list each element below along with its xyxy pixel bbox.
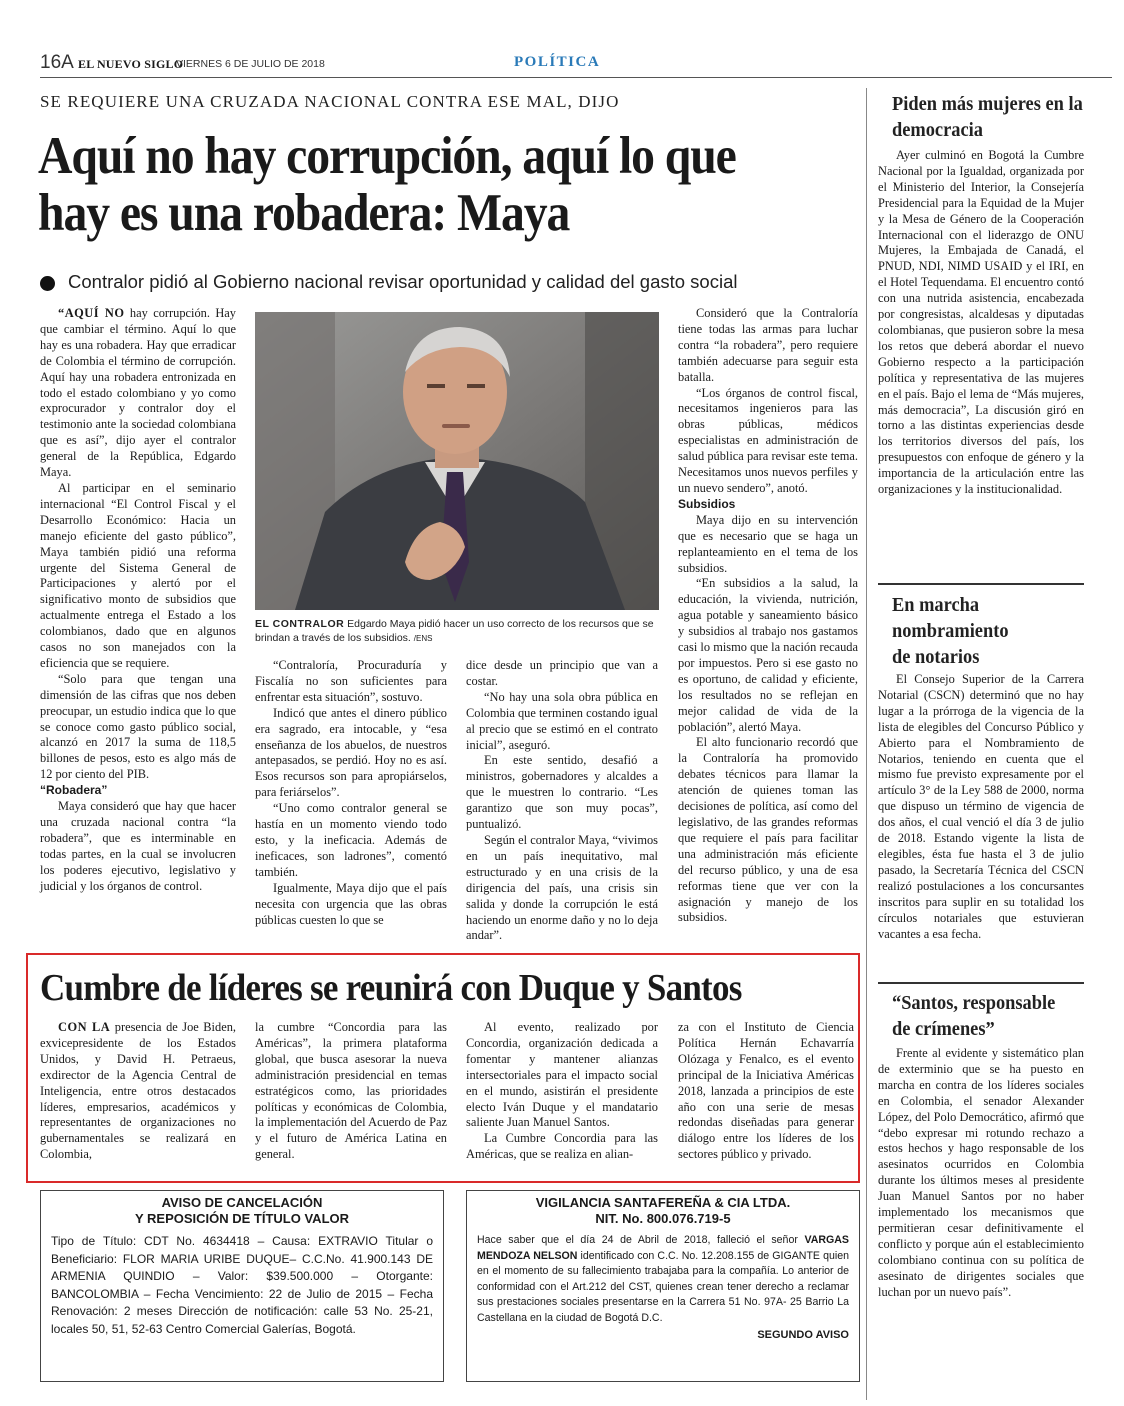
ad-subtitle: Y REPOSICIÓN DE TÍTULO VALOR bbox=[134, 1211, 350, 1226]
paragraph: Al evento, realizado por Concordia, organización dedicada a fomentar y mantener alianzas intersectoriales para el impacto social en el mundo, asistirán el presidente electo Iván Duque y el mandatario saliente Juan Manuel Santos. bbox=[466, 1020, 658, 1130]
paragraph: En este sentido, desafió a ministros, gobernadores y alcaldes a que le muestren lo contrario. “Les garantizo que son muy pocas”, puntualizó. bbox=[466, 753, 658, 832]
paragraph: Consideró que la Contraloría tiene todas las armas para luchar contra “la robadera”, pero requiere también adecuarse para seguir esta batalla. bbox=[678, 306, 858, 384]
ad-text: Hace saber que el día 24 de Abril de 2018, falleció el señor bbox=[477, 1234, 798, 1246]
sidebar-headline-3: “Santos, responsable de crímenes” bbox=[892, 992, 1056, 1040]
sidebar-story-1 bbox=[878, 148, 1084, 498]
sidebar-rule bbox=[878, 982, 1084, 984]
story-column-3 bbox=[466, 658, 658, 944]
ad-title: VIGILANCIA SANTAFEREÑA & CIA LTDA. bbox=[535, 1195, 791, 1210]
paragraph: La Cumbre Concordia para las Américas, que se realiza en alian- bbox=[466, 1131, 658, 1162]
ad-subtitle: NIT. No. 800.076.719-5 bbox=[595, 1211, 731, 1226]
issue-date: VIERNES 6 DE JULIO DE 2018 bbox=[176, 58, 325, 70]
paragraph: Según el contralor Maya, “vivimos en un país inequitativo, mal estructurado y en una crisis de la dirigencia del país, una crisis sin salida y donde la corrupción le está haciendo un enorme daño y no lo deja andar”. bbox=[466, 832, 658, 943]
paragraph: hay corrupción. Hay que cambiar el término. Aquí lo que hay es una robadera. Hay que erradicar de Colombia el término de corrupción. Aquí hay una robadera entronizada en todo el estado colombiano y yo como exprocurador y contralor doy el testimonio ante la sociedad colombiana que es así”, dijo ayer el contralor general de la República, Edgardo Maya. bbox=[40, 306, 236, 480]
paragraph: Frente al evidente y sistemático plan de exterminio que se ha puesto en marcha en contra de los líderes sociales en Colombia, el senador Alexander López, del Polo Democrático, afirmó que “debo expresar mi rotundo rechazo a estos hechos y hago responsable de los asesinatos ocurridos en Colombia durante los últimos meses al presidente Juan Manuel Santos por no haber implementado los mecanismos que permitieran cesar definitivamente el conflicto y porque aún el establecimiento colombiano continua con su política de asesinato de dirigentes sociales que luchan por un nuevo país”. bbox=[878, 1046, 1084, 1299]
story-column-1 bbox=[40, 306, 236, 895]
paragraph: presencia de Joe Biden, exvicepresidente de los Estados Unidos, y David H. Petraeus, exdirector de la Agencia Central de Inteligencia, entre otros destacados líderes, empresarios, académicos y representantes de organizaciones no gubernamentales se realizará en Colombia, bbox=[40, 1020, 236, 1162]
paragraph: “No hay una sola obra pública en Colombia que terminen costando igual al precio que se estimó en el contrato inicial”, aseguró. bbox=[466, 689, 659, 752]
story-column-2 bbox=[255, 658, 447, 928]
paragraph: “Los órganos de control fiscal, necesitamos ingenieros para las obras públicas, médicos especialistas en administración de salud pública para revisar este tema. Necesitamos unos nuevos perfiles y un nuevo sendero”, anotó. bbox=[678, 385, 858, 495]
section-name: POLÍTICA bbox=[514, 54, 601, 70]
story-column-4 bbox=[678, 306, 858, 926]
page-number: 16A bbox=[40, 52, 74, 73]
story-kicker: SE REQUIERE UNA CRUZADA NACIONAL CONTRA ESE MAL, DIJO bbox=[40, 92, 620, 111]
caption-label: EL CONTRALOR bbox=[255, 618, 345, 630]
story-deck: Contralor pidió al Gobierno nacional revisar oportunidad y calidad del gasto social bbox=[68, 271, 738, 292]
paragraph: za con el Instituto de Ciencia Política Hernán Echavarría Olózaga y Fenalco, es el evento principal de la Iniciativa Américas 2018, lanzada a principios de este año con una serie de mesas redondas diseñadas para generar diálogo entre los líderes de los sectores público y privado. bbox=[678, 1020, 854, 1162]
paragraph: Ayer culminó en Bogotá la Cumbre Nacional por la Igualdad, organizada por el Ministerio del Interior, la Consejería Presidencial para la Equidad de la Mujer y la Mesa de Género de la Cooperación Internacional con el liderazgo de ONU Mujeres, la Embajada de Canadá, el PNUD, NDI, NIMD USAID y el IRI, en el Hotel Tequendama. El encuentro contó con una nutrida asistencia, encabezada por congresistas, alcaldesas y diputadas colombianas, que pusieron sobre la mesa los retos que deberá abordar el nuevo Gobierno respecto a la participación política y representativa de las mujeres en el país. Bajo el lema de “Más mujeres, más democracia”, La discusión giró en torno a las distintas experiencias desde los territorios diversos del país, los presupuestos con enfoque de género y la importancia de la articulación entre las organizaciones y la institucionalidad. bbox=[878, 148, 1084, 497]
bullet-icon bbox=[40, 276, 55, 291]
sidebar-rule bbox=[878, 583, 1084, 585]
column-divider bbox=[866, 88, 867, 1400]
story-headline: Aquí no hay corrupción, aquí lo que hay es una robadera: Maya bbox=[38, 127, 736, 242]
legal-notice-ad bbox=[40, 1190, 444, 1382]
paragraph: Igualmente, Maya dijo que el país necesita con urgencia que las obras públicas cuesten lo que se bbox=[255, 880, 447, 927]
paragraph: El Consejo Superior de la Carrera Notarial (CSCN) determinó que no hay lugar a la prórroga de la vigencia de la lista de elegibles del Concurso Público y Abierto para el Nombramiento de Notarios, teniendo en cuenta que el mismo fue previsto expresamente por el artículo 3° de la Ley 588 de 2000, norma que dispuso un término de vigencia de dos años, el cual venció el día 3 de julio de 2018. Estando vigente la lista de elegibles, ésta fue hasta el 3 de julio pasado, la Secretaría Técnica del CSCN realizó postulaciones a los concursantes inscritos para suplir en su totalidad los círculos notariales que estuvieran vacantes a esa fecha. bbox=[878, 672, 1084, 941]
paragraph: Al participar en el seminario internacional “El Control Fiscal y el Desarrollo Económico: Hacia un manejo eficiente del gasto público”, Maya también pidió una reforma urgente del Sistema General de Participaciones y alertó por el significativo monto de subsidios que actualmente entrega el Estado a los colombianos, dado que en algunos casos no son manejados con la eficiencia que se requiere. bbox=[40, 480, 236, 670]
subhead: “Robadera” bbox=[40, 783, 108, 798]
sidebar-story-3 bbox=[878, 1046, 1084, 1301]
ad-body: Tipo de Título: CDT No. 4634418 – Causa: EXTRAVIO Titular o Beneficiario: FLOR MARIA URIBE DUQUE– C.C.No. 41.900.143 DE ARMENIA QUINDIO – Valor: $39.500.000 – Otorgante: BANCOLOMBIA – Fecha Vencimiento: 22 de Julio de 2015 – Fecha Renovación: 2 meses Dirección de notificación: calle 53 No. 25-21, locales 50, 51, 52-63 Centro Comercial Galerías, Bogotá. bbox=[51, 1234, 433, 1336]
ad-text: identificado con C.C. No. 12.208.155 de GIGANTE quien en el momento de su fallecimiento trabajaba para la compañía. Lo anterior de conformidad con el Art.212 del CST, quienes crean tener derecho a reclamar sus prestaciones sociales presentarse en la Carrera 51 No. 97A- 25 Barrio La Castellana en la ciudad de Bogotá D.C. bbox=[477, 1249, 850, 1324]
paragraph: dice desde un principio que van a costar. bbox=[466, 658, 658, 688]
photo-credit: /ENS bbox=[413, 634, 433, 643]
paragraph: la cumbre “Concordia para las Américas”, la primera plataforma global, que busca asesorar la nueva administración presidencial en temas estratégicos como, las prioridades políticas y económicas de Colombia, la implementación del Acuerdo de Paz y el futuro de América Latina en general. bbox=[255, 1020, 447, 1162]
boxed-story-headline: Cumbre de líderes se reunirá con Duque y Santos bbox=[40, 967, 742, 1009]
boxed-column-3 bbox=[466, 1020, 658, 1163]
lead-in: “AQUÍ NO bbox=[58, 306, 125, 320]
employer-notice-ad bbox=[466, 1190, 860, 1382]
lead-in: CON LA bbox=[58, 1020, 111, 1034]
paragraph: “En subsidios a la salud, la educación, la vivienda, nutrición, agua potable y saneamiento básico y subsidios al trabajo nos gastamos casi lo mismo que la nación recauda por impuestos. Pero si ese gasto no es oportuno, de calidad y eficiente, los resultados no se reflejan en mejor calidad de vida de la población”, alertó Maya. bbox=[678, 576, 858, 734]
paragraph: Indicó que antes el dinero público era sagrado, era intocable, y “esa enseñanza de los abuelos, de nuestros antepasados, se perdió. Hoy no es así. Esos recursos son para apropiárselos, para feriárselos”. bbox=[255, 705, 447, 800]
newspaper-name: EL NUEVO SIGLO bbox=[78, 57, 184, 71]
header-rule bbox=[40, 77, 1112, 78]
photo-caption bbox=[255, 617, 659, 646]
paragraph: “Contraloría, Procuraduría y Fiscalía no son suficientes para enfrentar esta situación”, sostuvo. bbox=[255, 658, 447, 704]
boxed-column-1 bbox=[40, 1020, 236, 1163]
paragraph: Maya dijo en su intervención que es necesario que se haga un replanteamiento en el tema de los subsidios. bbox=[678, 512, 858, 575]
boxed-column-2 bbox=[255, 1020, 447, 1163]
subhead: Subsidios bbox=[678, 496, 736, 511]
paragraph: Maya consideró que hay que hacer una cruzada nacional contra “la robadera”, que es interminable en todas partes, en la cual se involucren los poderes ejecutivo, legislativo y judicial y los órganos de control. bbox=[40, 799, 236, 893]
ad-title: AVISO DE CANCELACIÓN bbox=[161, 1195, 323, 1210]
sidebar-headline-1: Piden más mujeres en la democracia bbox=[892, 93, 1083, 141]
caption-text: Edgardo Maya pidió hacer un uso correcto de los recursos que se brindan a través de los subsidios. bbox=[255, 618, 654, 644]
sidebar-headline-2: En marcha nombramiento de notarios bbox=[892, 594, 1009, 668]
boxed-column-4 bbox=[678, 1020, 854, 1163]
photo-illustration bbox=[255, 312, 659, 610]
sidebar-story-2 bbox=[878, 672, 1084, 942]
ad-footer: SEGUNDO AVISO bbox=[757, 1328, 849, 1341]
paragraph: El alto funcionario recordó que la Contraloría ha promovido debates técnicos para llamar la atención de quienes toman las decisiones de política, así como del legislativo, de las grandes reformas que requiere el país para facilitar una administración más eficiente del recurso público, y una de esa reformas tiene que ver con la asignación y manejo de los subsidios. bbox=[678, 735, 858, 925]
contralor-photo bbox=[255, 312, 659, 610]
paragraph: “Solo para que tengan una dimensión de las cifras que nos deben preocupar, un estudio indica que lo que se conoce como gasto público social, alcanzó en 2017 la suma de 118,5 billones de pesos, esto es algo más de 12 por ciento del PIB. bbox=[40, 671, 236, 782]
ad-name: VARGAS MENDOZA NELSON bbox=[477, 1234, 849, 1262]
paragraph: “Uno como contralor general se hastía en un momento viendo todo esto, y la ineficacia. Además de ineficaces, son ladrones”, comentó también. bbox=[255, 801, 447, 879]
ad-body bbox=[477, 1233, 849, 1327]
